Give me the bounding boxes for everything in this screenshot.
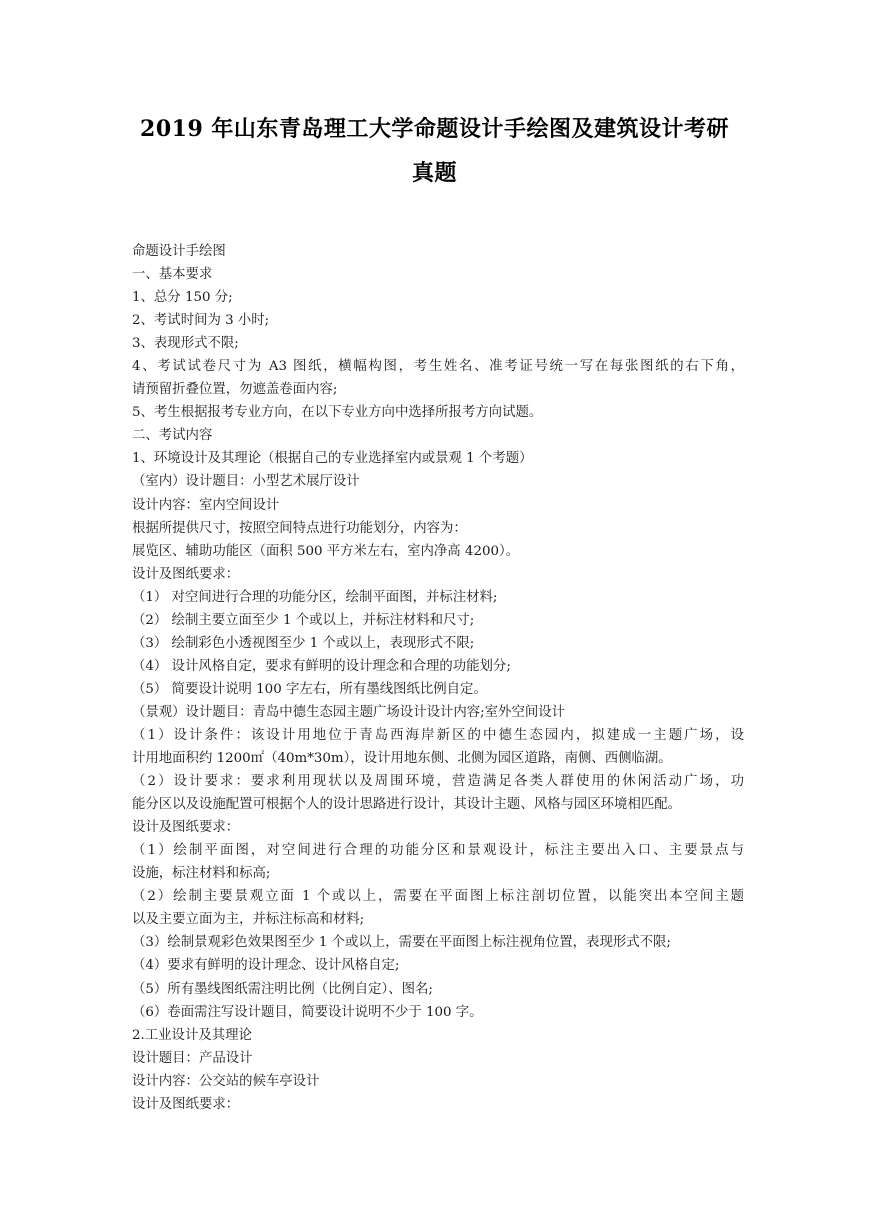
body-line: 以及主要立面为主，并标注标高和材料;: [132, 912, 365, 928]
list-item: （1） 对空间进行合理的功能分区，绘制平面图，并标注材料;: [132, 589, 498, 605]
body-line: 5、考生根据报考专业方向，在以下专业方向中选择所报考方向试题。: [132, 405, 543, 421]
body-line: 展览区、辅助功能区（面积 500 平方米左右，室内净高 4200）。: [132, 543, 520, 559]
body-line: （景观）设计题目：青岛中德生态园主题广场设计设计内容;室外空间设计: [132, 704, 566, 720]
list-item: （4） 设计风格自定，要求有鲜明的设计理念和合理的功能划分;: [132, 658, 511, 674]
list-item: （2）绘制主要景观立面 1 个或以上，需要在平面图上标注剖切位置，以能突出本空间主题: [132, 889, 744, 905]
body-line: （室内）设计题目：小型艺术展厅设计: [132, 474, 360, 490]
body-line: 设计内容：室内空间设计: [132, 497, 280, 513]
body-line: 设施，标注材料和标高;: [132, 866, 271, 882]
body-line: 4、考试试卷尺寸为 A3 图纸，横幅构图，考生姓名、准考证号统一写在每张图纸的右下角，: [132, 359, 744, 375]
section-heading: 一、基本要求: [132, 267, 213, 283]
body-line: 设计内容：公交站的候车亭设计: [132, 1073, 320, 1089]
list-item: （2）设计要求：要求利用现状以及周围环境，营造满足各类人群使用的休闲活动广场，功: [132, 774, 744, 790]
body-line: 设计及图纸要求：: [132, 566, 240, 582]
body-line: 设计题目：产品设计: [132, 1050, 253, 1066]
body-line: 根据所提供尺寸，按照空间特点进行功能划分，内容为：: [132, 520, 467, 536]
body-line: 能分区以及设施配置可根据个人的设计思路进行设计，其设计主题、风格与园区环境相匹配。: [132, 797, 682, 813]
list-item: （1）绘制平面图，对空间进行合理的功能分区和景观设计，标注主要出入口、主要景点与: [132, 843, 744, 859]
body-line: 3、表现形式不限;: [132, 336, 239, 352]
body-line: 2、考试时间为 3 小时;: [132, 313, 270, 329]
list-item: （6）卷面需注写设计题目，简要设计说明不少于 100 字。: [132, 1004, 483, 1020]
document-title-line-1: 2019 年山东青岛理工大学命题设计手绘图及建筑设计考研: [140, 116, 729, 142]
list-item: （5） 简要设计说明 100 字左右，所有墨线图纸比例自定。: [132, 681, 487, 697]
list-item: （2） 绘制主要立面至少 1 个或以上，并标注材料和尺寸;: [132, 612, 475, 628]
body-line: 1、总分 150 分;: [132, 290, 233, 306]
section-heading: 命题设计手绘图: [132, 244, 226, 259]
section-heading: 二、考试内容: [132, 428, 213, 444]
list-item: （4）要求有鲜明的设计理念、设计风格自定;: [132, 958, 400, 974]
body-line: 计用地面积约 1200㎡（40m*30m），设计用地东侧、北侧为园区道路，南侧、西侧临湖。: [132, 751, 672, 767]
list-item: （5）所有墨线图纸需注明比例（比例自定）、图名;: [132, 981, 433, 997]
document-title-line-2: 真题: [411, 160, 457, 186]
body-line: 1、环境设计及其理论（根据自己的专业选择室内或景观 1 个考题）: [132, 451, 533, 467]
body-line: 设计及图纸要求：: [132, 820, 240, 836]
document-body: [132, 240, 744, 1116]
body-line: 请预留折叠位置，勿遮盖卷面内容;: [132, 382, 338, 398]
body-line: 设计及图纸要求：: [132, 1096, 240, 1112]
list-item: （1）设计条件：该设计用地位于青岛西海岸新区的中德生态园内，拟建成一主题广场，设: [132, 727, 744, 743]
section-heading: 2.工业设计及其理论: [132, 1027, 252, 1043]
list-item: （3）绘制景观彩色效果图至少 1 个或以上，需要在平面图上标注视角位置，表现形式不限;: [132, 935, 671, 951]
list-item: （3） 绘制彩色小透视图至少 1 个或以上，表现形式不限;: [132, 635, 475, 651]
